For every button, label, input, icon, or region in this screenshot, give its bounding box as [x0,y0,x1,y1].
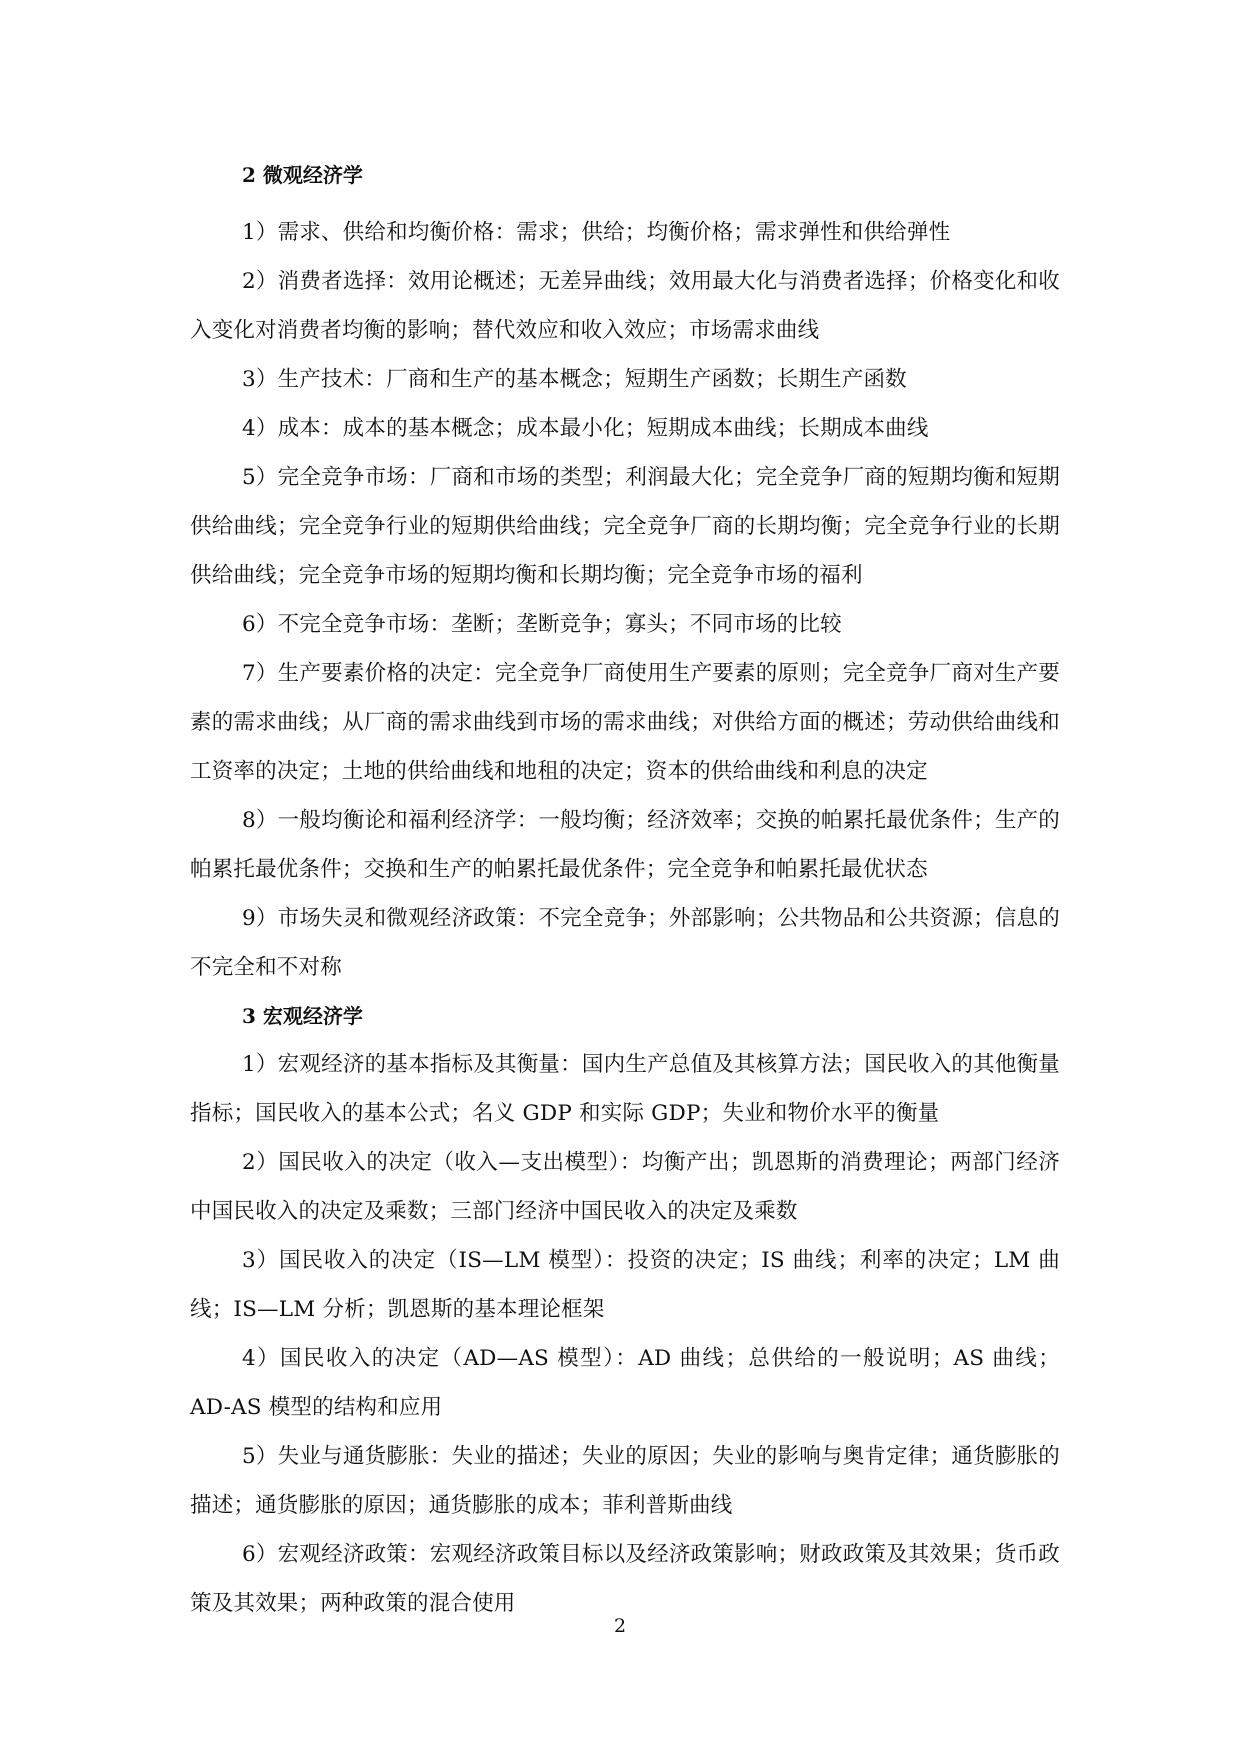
list-item: 2）国民收入的决定（收入—支出模型）：均衡产出；凯恩斯的消费理论；两部门经济中国民收入的决定及乘数；三部门经济中国民收入的决定及乘数 [190,1150,1060,1224]
list-item: 6）宏观经济政策：宏观经济政策目标以及经济政策影响；财政政策及其效果；货币政策及其效果；两种政策的混合使用 [190,1542,1060,1616]
list-item: 1）宏观经济的基本指标及其衡量：国内生产总值及其核算方法；国民收入的其他衡量指标；国民收入的基本公式；名义 GDP 和实际 GDP；失业和物价水平的衡量 [190,1052,1060,1126]
section-microeconomics [190,160,1060,992]
section-macroeconomics [190,992,1060,1628]
page-number: 2 [613,1615,627,1637]
list-item: 1）需求、供给和均衡价格：需求；供给；均衡价格；需求弹性和供给弹性 [242,220,951,245]
list-item: 4）国民收入的决定（AD—AS 模型）：AD 曲线；总供给的一般说明；AS 曲线；AD-AS 模型的结构和应用 [190,1346,1060,1420]
section-title: 2 微观经济学 [242,163,363,187]
list-item: 7）生产要素价格的决定：完全竞争厂商使用生产要素的原则；完全竞争厂商对生产要素的需求曲线；从厂商的需求曲线到市场的需求曲线；对供给方面的概述；劳动供给曲线和工资率的决定；土地的供给曲线和地租的决定；资本的供给曲线和利息的决定 [190,661,1060,784]
document-body [190,160,1060,1628]
list-item: 3）生产技术：厂商和生产的基本概念；短期生产函数；长期生产函数 [242,367,907,392]
list-item: 2）消费者选择：效用论概述；无差异曲线；效用最大化与消费者选择；价格变化和收入变化对消费者均衡的影响；替代效应和收入效应；市场需求曲线 [190,269,1060,343]
list-item: 5）完全竞争市场：厂商和市场的类型；利润最大化；完全竞争厂商的短期均衡和短期供给曲线；完全竞争行业的短期供给曲线；完全竞争厂商的长期均衡；完全竞争行业的长期供给曲线；完全竞争市场的短期均衡和长期均衡；完全竞争市场的福利 [190,465,1060,588]
list-item: 6）不完全竞争市场：垄断；垄断竞争；寡头；不同市场的比较 [242,612,842,637]
list-item: 5）失业与通货膨胀：失业的描述；失业的原因；失业的影响与奥肯定律；通货膨胀的描述；通货膨胀的原因；通货膨胀的成本；菲利普斯曲线 [190,1444,1060,1518]
list-item: 9）市场失灵和微观经济政策：不完全竞争；外部影响；公共物品和公共资源；信息的不完全和不对称 [190,906,1060,980]
list-item: 4）成本：成本的基本概念；成本最小化；短期成本曲线；长期成本曲线 [242,416,929,441]
section-title: 3 宏观经济学 [242,1004,363,1028]
list-item: 8）一般均衡论和福利经济学：一般均衡；经济效率；交换的帕累托最优条件；生产的帕累托最优条件；交换和生产的帕累托最优条件；完全竞争和帕累托最优状态 [190,808,1060,882]
list-item: 3）国民收入的决定（IS—LM 模型）：投资的决定；IS 曲线；利率的决定；LM 曲线；IS—LM 分析；凯恩斯的基本理论框架 [190,1248,1060,1322]
